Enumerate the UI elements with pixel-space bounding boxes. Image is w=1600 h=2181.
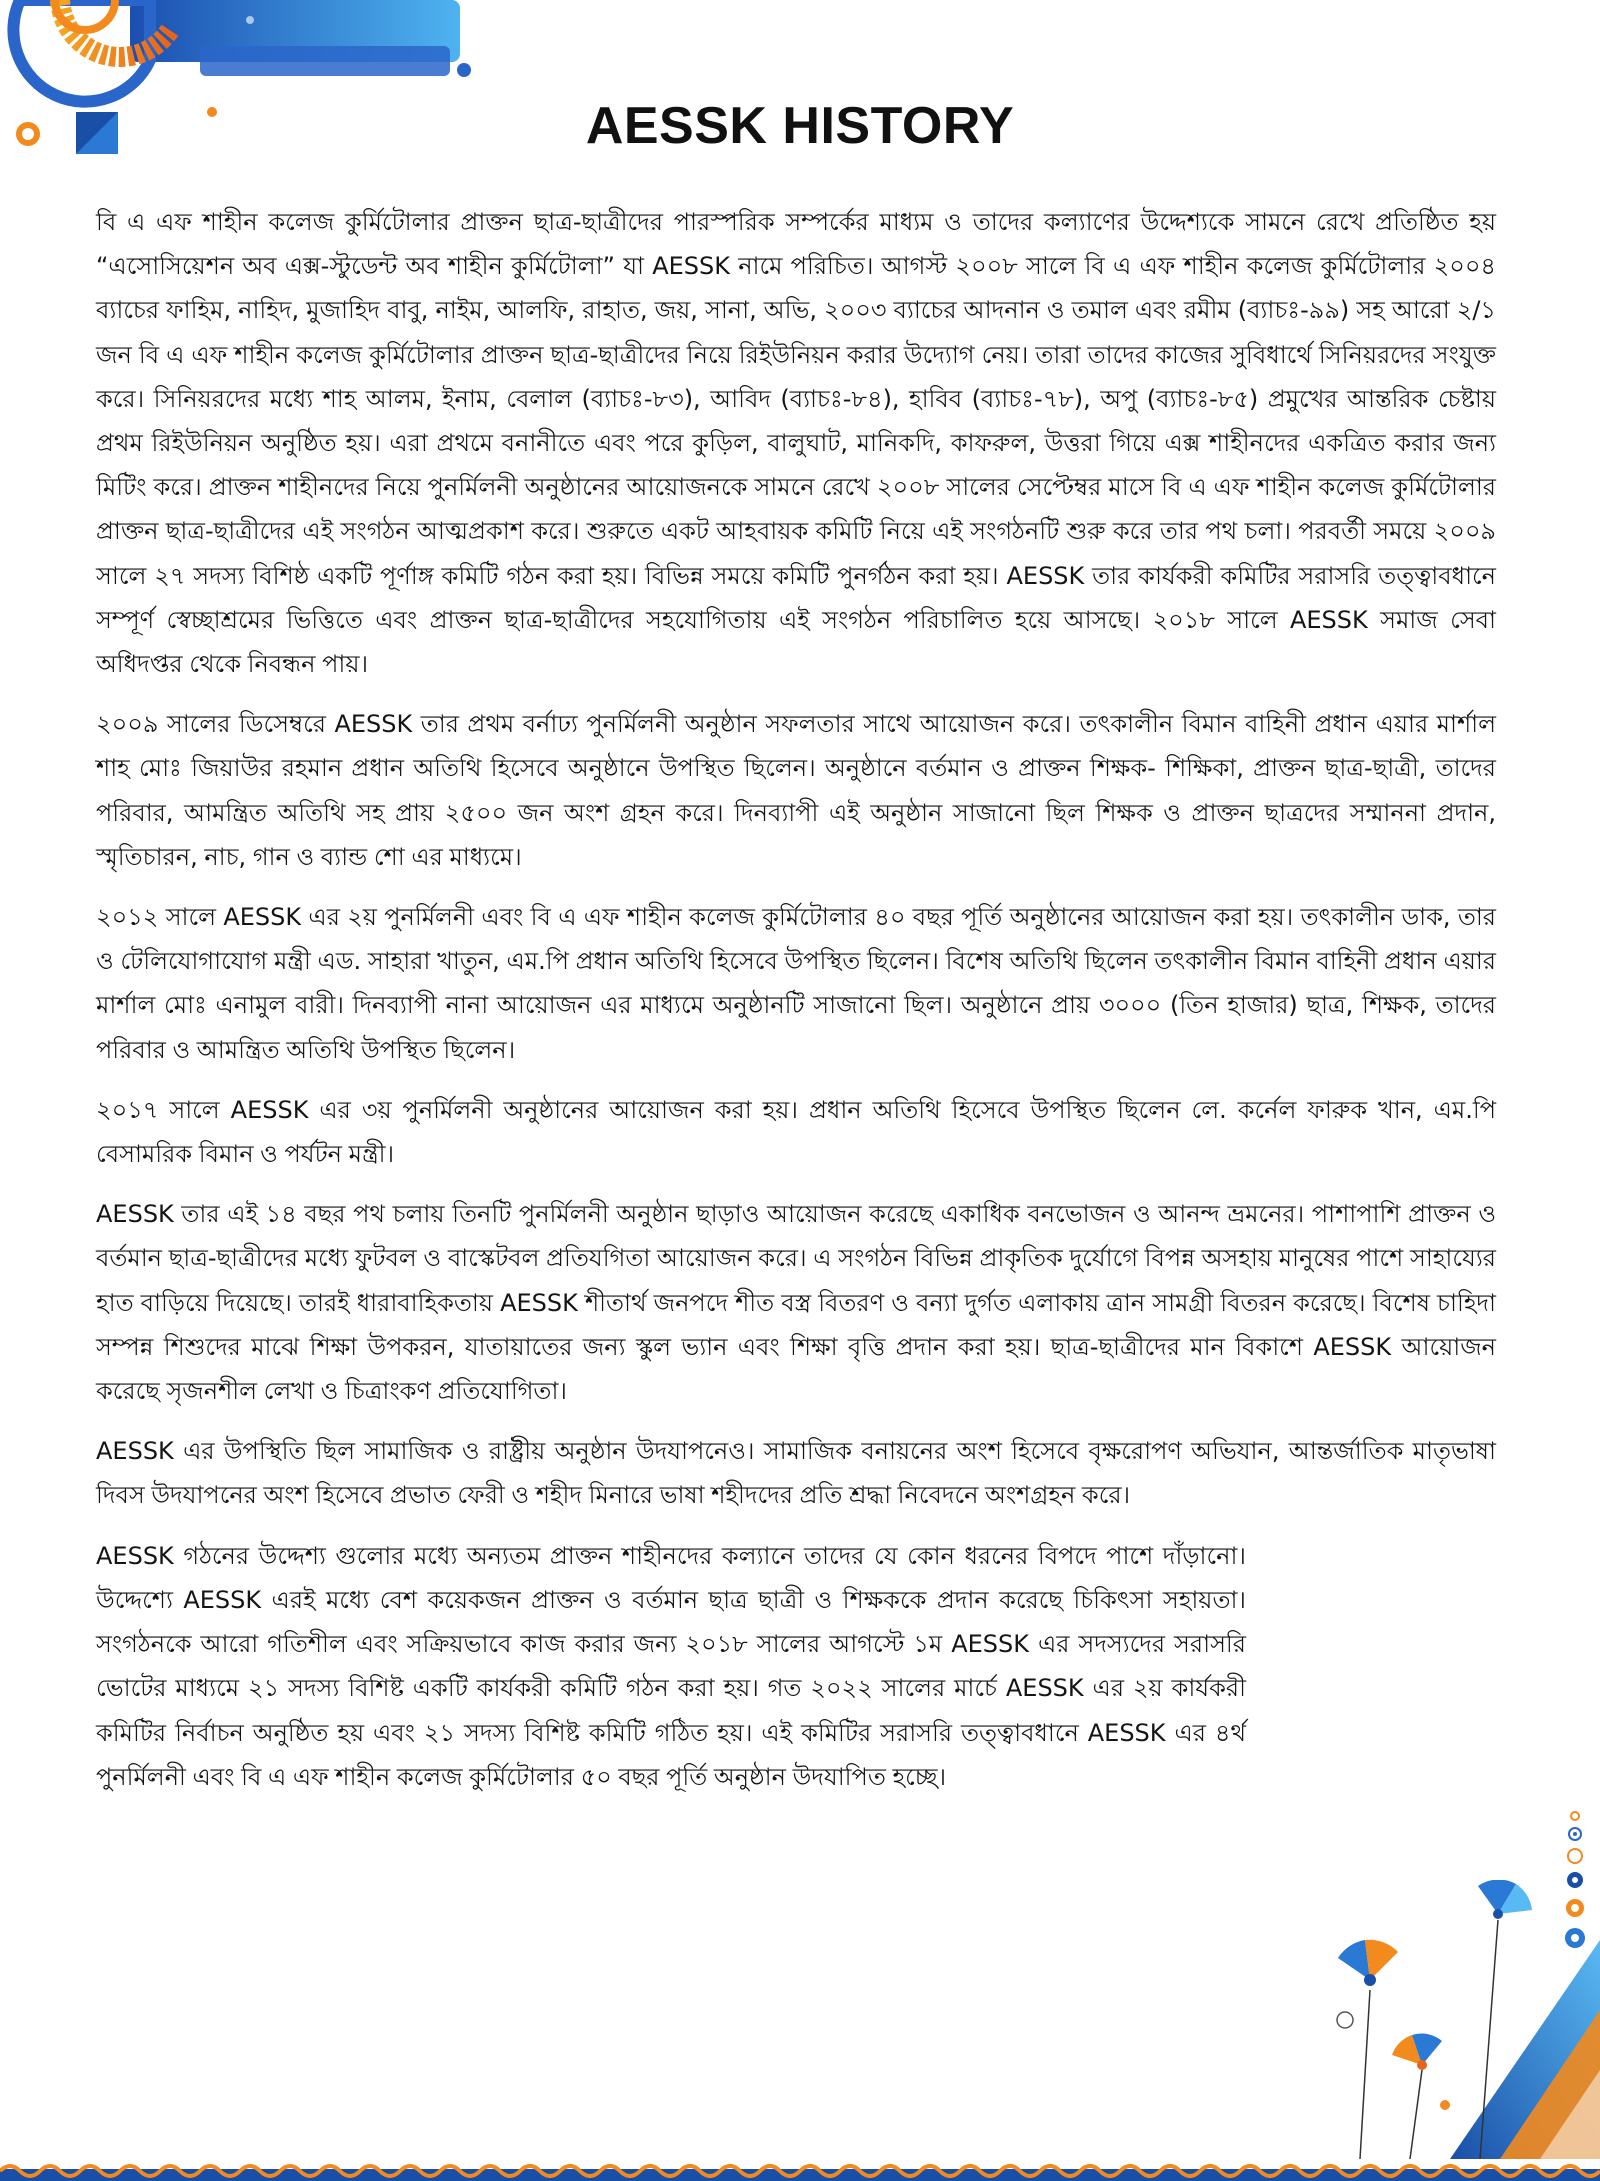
bottom-wave-strip: [0, 2159, 1600, 2181]
paragraph-founding: বি এ এফ শাহীন কলেজ কুর্মিটোলার প্রাক্তন ছাত্র-ছাত্রীদের পারস্পরিক সম্পর্কের মাধ্যম ও তাদের কল্যাণের উদ্দেশ্যকে সামনে রেখে প্রতিষ্ঠিত হয় “এসোসিয়েশন অব এক্স-স্টুডেন্ট অব শাহীন কুর্মিটোলা” যা AESSK নামে পরিচিত। আগস্ট ২০০৮ সালে বি এ এফ শাহীন কলেজ কুর্মিটোলার ২০০৪ ব্যাচের ফাহিম, নাহিদ, মুজাহিদ বাবু, নাইম, আলফি, রাহাত, জয়, সানা, অভি, ২০০৩ ব্যাচের আদনান ও তমাল এবং রমীম (ব্যাচঃ-৯৯) সহ আরো ২/১ জন বি এ এফ শাহীন কলেজ কুর্মিটোলার প্রাক্তন ছাত্র-ছাত্রীদের নিয়ে রিইউনিয়ন করার উদ্যোগ নেয়। তারা তাদের কাজের সুবিধার্থে সিনিয়রদের সংযুক্ত করে। সিনিয়রদের মধ্যে শাহ আলম, ইনাম, বেলাল (ব্যাচঃ-৮৩), আবিদ (ব্যাচঃ-৮৪), হাবিব (ব্যাচঃ-৭৮), অপু (ব্যাচঃ-৮৫) প্রমুখের আন্তরিক চেষ্টায় প্রথম রিইউনিয়ন অনুষ্ঠিত হয়। এরা প্রথমে বনানীতে এবং পরে কুড়িল, বালুঘাট, মানিকদি, কাফরুল, উত্তরা গিয়ে এক্স শাহীনদের একত্রিত করার জন্য মিটিং করে। প্রাক্তন শাহীনদের নিয়ে পুনর্মিলনী অনুষ্ঠানের আয়োজনকে সামনে রেখে ২০০৮ সালের সেপ্টেম্বর মাসে বি এ এফ শাহীন কলেজ কুর্মিটোলার প্রাক্তন ছাত্র-ছাত্রীদের এই সংগঠন আত্মপ্রকাশ করে। শুরুতে একট আহবায়ক কমিটি নিয়ে এই সংগঠনটি শুরু করে তার পথ চলা। পরবর্তী সময়ে ২০০৯ সালে ২৭ সদস্য বিশিষ্ঠ একটি পূর্ণাঙ্গ কমিটি গঠন করা হয়। বিভিন্ন সময়ে কমিটি পুনর্গঠন করা হয়। AESSK তার কার্যকরী কমিটির সরাসরি তত্ত্বাবধানে সম্পূর্ণ স্বেচ্ছাশ্রমের ভিত্তিতে এবং প্রাক্তন ছাত্র-ছাত্রীদের সহযোগিতায় এই সংগঠন পরিচালিত হয়ে আসছে। ২০১৮ সালে AESSK সমাজ সেবা অধিদপ্তর থেকে নিবন্ধন পায়।: [96, 208, 1496, 679]
paragraph-committee: AESSK গঠনের উদ্দেশ্য গুলোর মধ্যে অন্যতম প্রাক্তন শাহীনদের কল্যানে তাদের যে কোন ধরনের বিপদে পাশে দাঁড়ানো। উদ্দেশ্যে AESSK এরই মধ্যে বেশ কয়েকজন প্রাক্তন ও বর্তমান ছাত্র ছাত্রী ও শিক্ষককে প্রদান করেছে চিকিৎসা সহায়তা। সংগঠনকে আরো গতিশীল এবং সক্রিয়ভাবে কাজ করার জন্য ২০১৮ সালের আগস্টে ১ম AESSK এর সদস্যদের সরাসরি ভোটের মাধ্যমে ২১ সদস্য বিশিষ্ট একটি কার্যকরী কমিটি গঠন করা হয়। গত ২০২২ সালের মার্চে AESSK এর ২য় কার্যকরী কমিটির নির্বাচন অনুষ্ঠিত হয় এবং ২১ সদস্য বিশিষ্ট কমিটি গঠিত হয়। এই কমিটির সরাসরি তত্ত্বাবধানে AESSK এর ৪র্থ পুনর্মিলনী এবং বি এ এফ শাহীন কলেজ কুর্মিটোলার ৫০ বছর পূর্তি অনুষ্ঠান উদযাপিত হচ্ছে।: [96, 1541, 1246, 1791]
paragraph-2009-reunion: ২০০৯ সালের ডিসেম্বরে AESSK তার প্রথম বর্নাঢ্য পুনর্মিলনী অনুষ্ঠান সফলতার সাথে আয়োজন করে। তৎকালীন বিমান বাহিনী প্রধান এয়ার মার্শাল শাহ মোঃ জিয়াউর রহমান প্রধান অতিথি হিসেবে অনুষ্ঠানে উপস্থিত ছিলেন। অনুষ্ঠানে বর্তমান ও প্রাক্তন শিক্ষক- শিক্ষিকা, প্রাক্তন ছাত্র-ছাত্রী, তাদের পরিবার, আমন্ত্রিত অতিথি সহ প্রায় ২৫০০ জন অংশ গ্রহন করে। দিনব্যাপী এই অনুষ্ঠান সাজানো ছিল শিক্ষক ও প্রাক্তন ছাত্রদের সম্মাননা প্রদান, স্মৃতিচারন, নাচ, গান ও ব্যান্ড শো এর মাধ্যমে।: [96, 710, 1496, 871]
paragraph-social-events: AESSK এর উপস্থিতি ছিল সামাজিক ও রাষ্ট্রীয় অনুষ্ঠান উদযাপনেও। সামাজিক বনায়নের অংশ হিসেবে বৃক্ষরোপণ অভিযান, আন্তর্জাতিক মাতৃভাষা দিবস উদযাপনের অংশ হিসেবে প্রভাত ফেরী ও শহীদ মিনারে ভাষা শহীদদের প্রতি শ্রদ্ধা নিবেদনে অংশগ্রহন করে।: [96, 1437, 1496, 1510]
history-body: [96, 200, 1496, 1815]
page-title: AESSK HISTORY: [585, 97, 1015, 155]
paragraph-2012-reunion: ২০১২ সালে AESSK এর ২য় পুনর্মিলনী এবং বি এ এফ শাহীন কলেজ কুর্মিটোলার ৪০ বছর পূর্তি অনুষ্ঠানের আয়োজন করা হয়। তৎকালীন ডাক, তার ও টেলিযোগাযোগ মন্ত্রী এড. সাহারা খাতুন, এম.পি প্রধান অতিথি হিসেবে উপস্থিত ছিলেন। বিশেষ অতিথি ছিলেন তৎকালীন বিমান বাহিনী প্রধান এয়ার মার্শাল মোঃ এনামুল বারী। দিনব্যাপী নানা আয়োজন এর মাধ্যমে অনুষ্ঠানটি সাজানো ছিল। অনুষ্ঠানে প্রায় ৩০০০ (তিন হাজার) ছাত্র, শিক্ষক, তাদের পরিবার ও আমন্ত্রিত অতিথি উপস্থিত ছিলেন।: [96, 903, 1496, 1064]
paragraph-activities: AESSK তার এই ১৪ বছর পথ চলায় তিনটি পুনর্মিলনী অনুষ্ঠান ছাড়াও আয়োজন করেছে একাধিক বনভোজন ও আনন্দ ভ্রমনের। পাশাপাশি প্রাক্তন ও বর্তমান ছাত্র-ছাত্রীদের মধ্যে ফুটবল ও বাস্কেটবল প্রতিযগিতা আয়োজন করে। এ সংগঠন বিভিন্ন প্রাকৃতিক দুর্যোগে বিপন্ন অসহায় মানুষের পাশে সাহায্যের হাত বাড়িয়ে দিয়েছে। তারই ধারাবাহিকতায় AESSK শীতার্থ জনপদে শীত বস্ত্র বিতরণ ও বন্যা দুর্গত এলাকায় ত্রান সামগ্রী বিতরন করেছে। বিশেষ চাহিদা সম্পন্ন শিশুদের মাঝে শিক্ষা উপকরন, যাতায়াতের জন্য স্কুল ভ্যান এবং শিক্ষা বৃত্তি প্রদান করা হয়। ছাত্র-ছাত্রীদের মান বিকাশে AESSK আয়োজন করেছে সৃজনশীল লেখা ও চিত্রাংকণ প্রতিযোগিতা।: [96, 1200, 1496, 1406]
paragraph-2017-reunion: ২০১৭ সালে AESSK এর ৩য় পুনর্মিলনী অনুষ্ঠানের আয়োজন করা হয়। প্রধান অতিথি হিসেবে উপস্থিত ছিলেন লে. কর্নেল ফারুক খান, এম.পি বেসামরিক বিমান ও পর্যটন মন্ত্রী।: [96, 1095, 1496, 1169]
bottom-right-flowers-decoration: [1330, 1880, 1600, 2159]
